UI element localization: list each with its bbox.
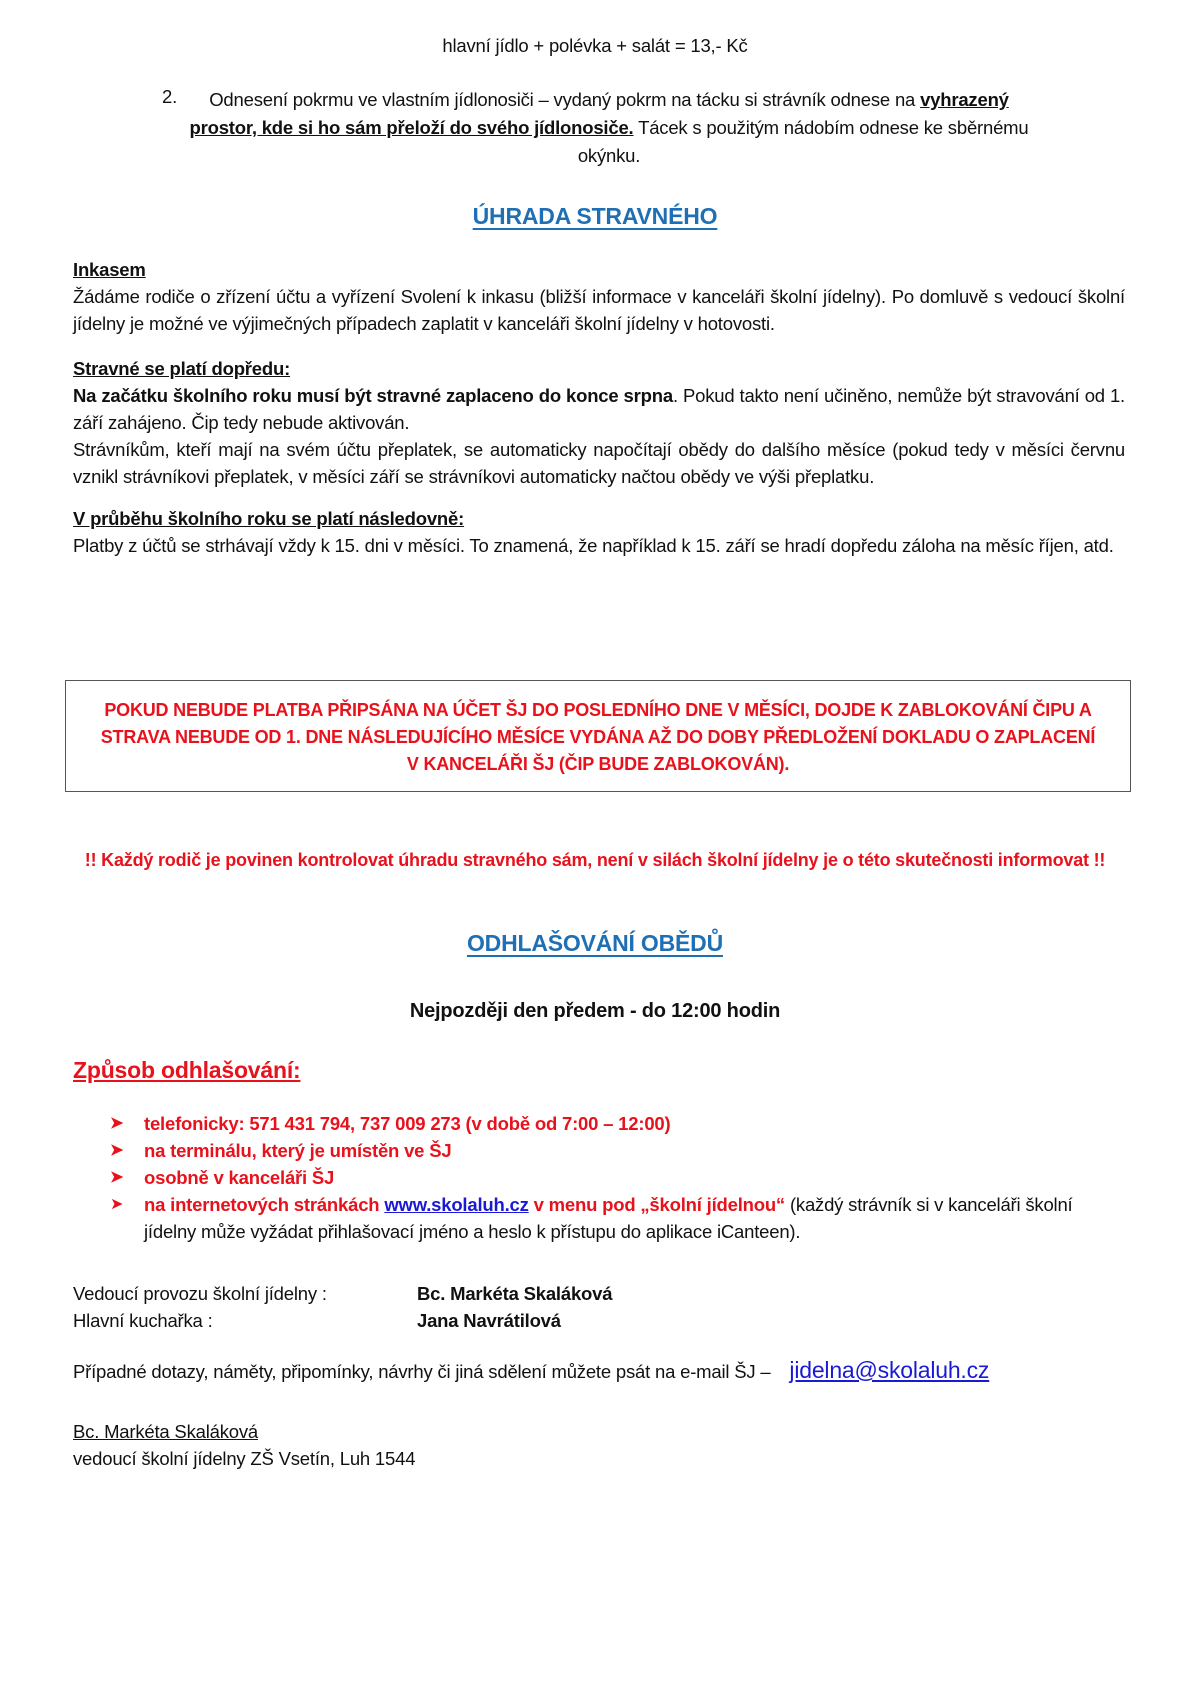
arrowhead-bullet-icon: ➤	[110, 1196, 124, 1213]
method-text: na internetových stránkách	[144, 1194, 385, 1215]
list-item	[110, 1110, 1110, 1137]
method-text: telefonicky: 571 431 794, 737 009 273 (v době od 7:00 – 12:00)	[144, 1113, 671, 1134]
inkasem-block	[73, 256, 1125, 337]
warning-line: POKUD NEBUDE PLATBA PŘIPSÁNA NA ÚČET ŠJ DO POSLEDNÍHO DNE V MĚSÍCI, DOJDE K ZABLOKOVÁNÍ ČIPU A	[104, 700, 1092, 720]
advance-bold: Na začátku školního roku musí být stravné zaplaceno do konce srpna	[73, 385, 673, 406]
list-item	[110, 1164, 1110, 1191]
during-year-block	[73, 505, 1125, 559]
method-menu-text: v menu pod „školní jídelnou“	[528, 1194, 785, 1215]
staff-role: Hlavní kuchařka :	[73, 1310, 213, 1331]
item-2-after: Tácek s použitým nádobím odnese ke sběrnému okýnku.	[577, 117, 1029, 166]
advance-text	[73, 382, 1125, 436]
signature-title: vedoucí školní jídelny ZŠ Vsetín, Luh 1544	[73, 1448, 416, 1469]
inkasem-text: Žádáme rodiče o zřízení účtu a vyřízení Svolení k inkasu (bližší informace v kanceláři školní jídelny). Po domluvě s vedoucí školní jídelny je možné ve výjimečných případech zaplatit v kanceláři školní jídelny v hotovosti.	[73, 286, 1125, 334]
email-link[interactable]: jidelna@skolaluh.cz	[789, 1357, 990, 1383]
method-text: na terminálu, který je umístěn ve ŠJ	[144, 1140, 452, 1161]
signature	[73, 1418, 415, 1472]
list-item	[110, 1191, 1110, 1245]
method-note: (každý strávník si v kanceláři školní jídelny může vyžádat přihlašovací jméno a heslo k přístupu do aplikace iCanteen).	[144, 1194, 1073, 1242]
method-text: osobně v kanceláři ŠJ	[144, 1167, 335, 1188]
advance-rest: . Pokud takto není učiněno, nemůže být stravování od 1. září zahájeno. Čip tedy nebude aktivován.	[73, 385, 1125, 433]
price-line: hlavní jídlo + polévka + salát = 13,- Kč	[442, 35, 748, 56]
signature-name: Bc. Markéta Skaláková	[73, 1421, 258, 1442]
inkasem-title: Inkasem	[73, 259, 146, 280]
arrowhead-bullet-icon: ➤	[110, 1142, 124, 1159]
staff-role: Vedoucí provozu školní jídelny :	[73, 1283, 327, 1304]
section-heading-payment: ÚHRADA STRAVNÉHO	[472, 203, 718, 229]
arrowhead-bullet-icon: ➤	[110, 1115, 124, 1132]
payment-warning-box	[65, 680, 1131, 792]
parent-notice: !! Každý rodič je povinen kontrolovat úhradu stravného sám, není v silách školní jídelny je o této skutečnosti informovat !!	[84, 850, 1106, 870]
cancel-methods-list	[110, 1110, 1110, 1245]
staff-row	[73, 1280, 612, 1307]
school-website-link[interactable]: www.skolaluh.cz	[384, 1194, 529, 1215]
during-year-text: Platby z účtů se strhávají vždy k 15. dni v měsíci. To znamená, že například k 15. září se hradí dopředu záloha na měsíc říjen, atd.	[73, 535, 1114, 556]
item-2-plain: Odnesení pokrmu ve vlastním jídlonosiči – vydaný pokrm na tácku si strávník odnese na	[209, 89, 921, 110]
warning-line: STRAVA NEBUDE OD 1. DNE NÁSLEDUJÍCÍHO MĚSÍCE VYDÁNA AŽ DO DOBY PŘEDLOŽENÍ DOKLADU O ZAPLACENÍ	[100, 727, 1096, 747]
staff-name: Jana Navrátilová	[417, 1310, 561, 1331]
arrowhead-bullet-icon: ➤	[110, 1169, 124, 1186]
advance-text-2: Strávníkům, kteří mají na svém účtu přeplatek, se automaticky napočítají obědy do dalšího měsíce (pokud tedy v měsíci červnu vznikl strávníkovi přeplatek, v měsíci září se strávníkovi automaticky načtou obědy ve výši přeplatku.	[73, 439, 1125, 487]
list-item	[110, 1137, 1110, 1164]
advance-title: Stravné se platí dopředu:	[73, 358, 291, 379]
section-heading-cancel: ODHLAŠOVÁNÍ OBĚDŮ	[466, 930, 723, 956]
staff-name: Bc. Markéta Skaláková	[417, 1283, 613, 1304]
during-year-title: V průběhu školního roku se platí následovně:	[73, 508, 465, 529]
method-title: Způsob odhlašování:	[73, 1057, 301, 1083]
warning-line: V KANCELÁŘI ŠJ (ČIP BUDE ZABLOKOVÁN).	[406, 754, 790, 774]
item-2-text	[185, 86, 1033, 170]
staff-row	[73, 1307, 561, 1334]
item-2-emphasis: vyhrazený prostor, kde si ho sám přeloží do svého jídlonosiče.	[189, 89, 1009, 138]
cancel-deadline: Nejpozději den předem - do 12:00 hodin	[409, 1000, 781, 1022]
contact-line	[73, 1355, 989, 1387]
advance-block	[73, 355, 1125, 490]
contact-text: Případné dotazy, náměty, připomínky, návrhy či jiná sdělení můžete psát na e-mail ŠJ –	[73, 1361, 771, 1382]
